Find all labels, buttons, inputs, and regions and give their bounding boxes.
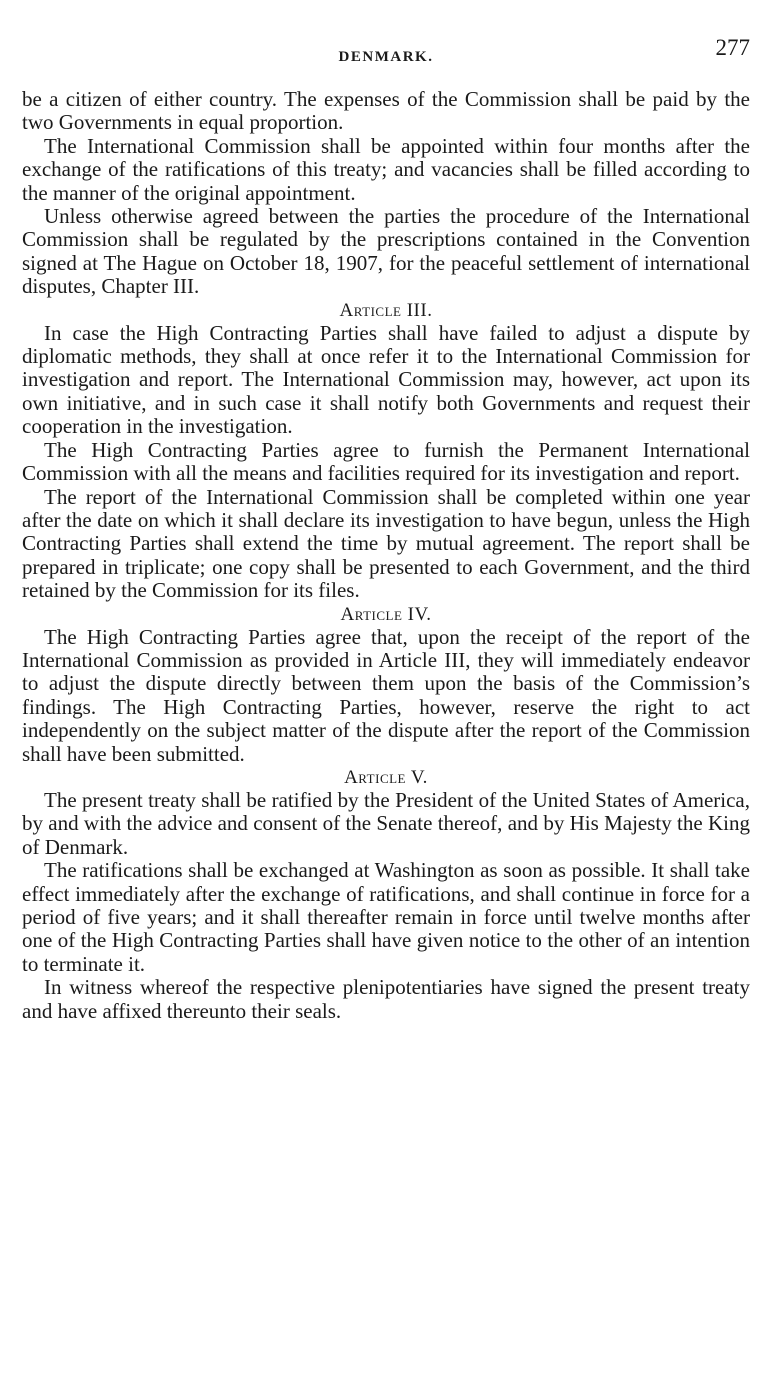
paragraph: The report of the International Commission shall be completed within one year after the date on which it shall declare its investigation to have begun, unless the High Contracting Parties shall extend the time by mutual agreement. The report shall be prepared in triplicate; one copy shall be presented to each Government, and the third retained by the Commission for its files. [22,484,750,603]
article-heading: Article III. [339,299,433,321]
article-5-section [22,766,750,1023]
article-3-section [22,299,750,603]
running-title: DENMARK. [338,49,434,65]
document-page [22,30,750,1023]
paragraph: In case the High Contracting Parties shall have failed to adjust a dispute by diplomatic methods, they shall at once refer it to the International Commission for investigation and report. The International Commission may, however, act upon its own initiative, and in such case it shall notify both Governments and request their cooperation in the investigation. [22,320,750,439]
running-head [22,30,750,70]
paragraph: The present treaty shall be ratified by the President of the United States of America, by and with the advice and consent of the Senate thereof, and by His Majesty the King of Denmark. [22,787,750,859]
paragraph: The ratifications shall be exchanged at Washington as soon as possible. It shall take effect immediately after the exchange of ratifications, and shall continue in force for a period of five years; and it shall thereafter remain in force until twelve months after one of the High Contracting Parties shall have given notice to the other of an intention to terminate it. [22,858,750,976]
paragraph: be a citizen of either country. The expenses of the Commission shall be paid by the two Governments in equal proportion. [22,87,750,135]
paragraph: In witness whereof the respective plenipotentiaries have signed the present treaty and have affixed thereunto their seals. [22,975,750,1023]
article-4-section [22,603,750,766]
intro-section [22,88,750,299]
article-heading: Article V. [344,766,428,788]
page-number: 277 [715,35,750,60]
paragraph: The International Commission shall be appointed within four months after the exchange of the ratifications of this treaty; and vacancies shall be filled according to the manner of the original appointment. [22,133,750,205]
article-heading: Article IV. [340,603,432,625]
paragraph: The High Contracting Parties agree that, upon the receipt of the report of the International Commission as provided in Article III, they will immediately endeavor to adjust the dispute directly between them upon the basis of the Commission’s findings. The High Contracting Parties, however, reserve the right to act independently on the subject matter of the dispute after the report of the Commission shall have been submitted. [22,624,750,766]
paragraph: Unless otherwise agreed between the parties the procedure of the International Commission shall be regulated by the prescriptions contained in the Convention signed at The Hague on October 18, 1907, for the peaceful settlement of international disputes, Chapter III. [22,204,750,299]
paragraph: The High Contracting Parties agree to furnish the Permanent International Commission with all the means and facilities required for its investigation and report. [22,437,750,486]
